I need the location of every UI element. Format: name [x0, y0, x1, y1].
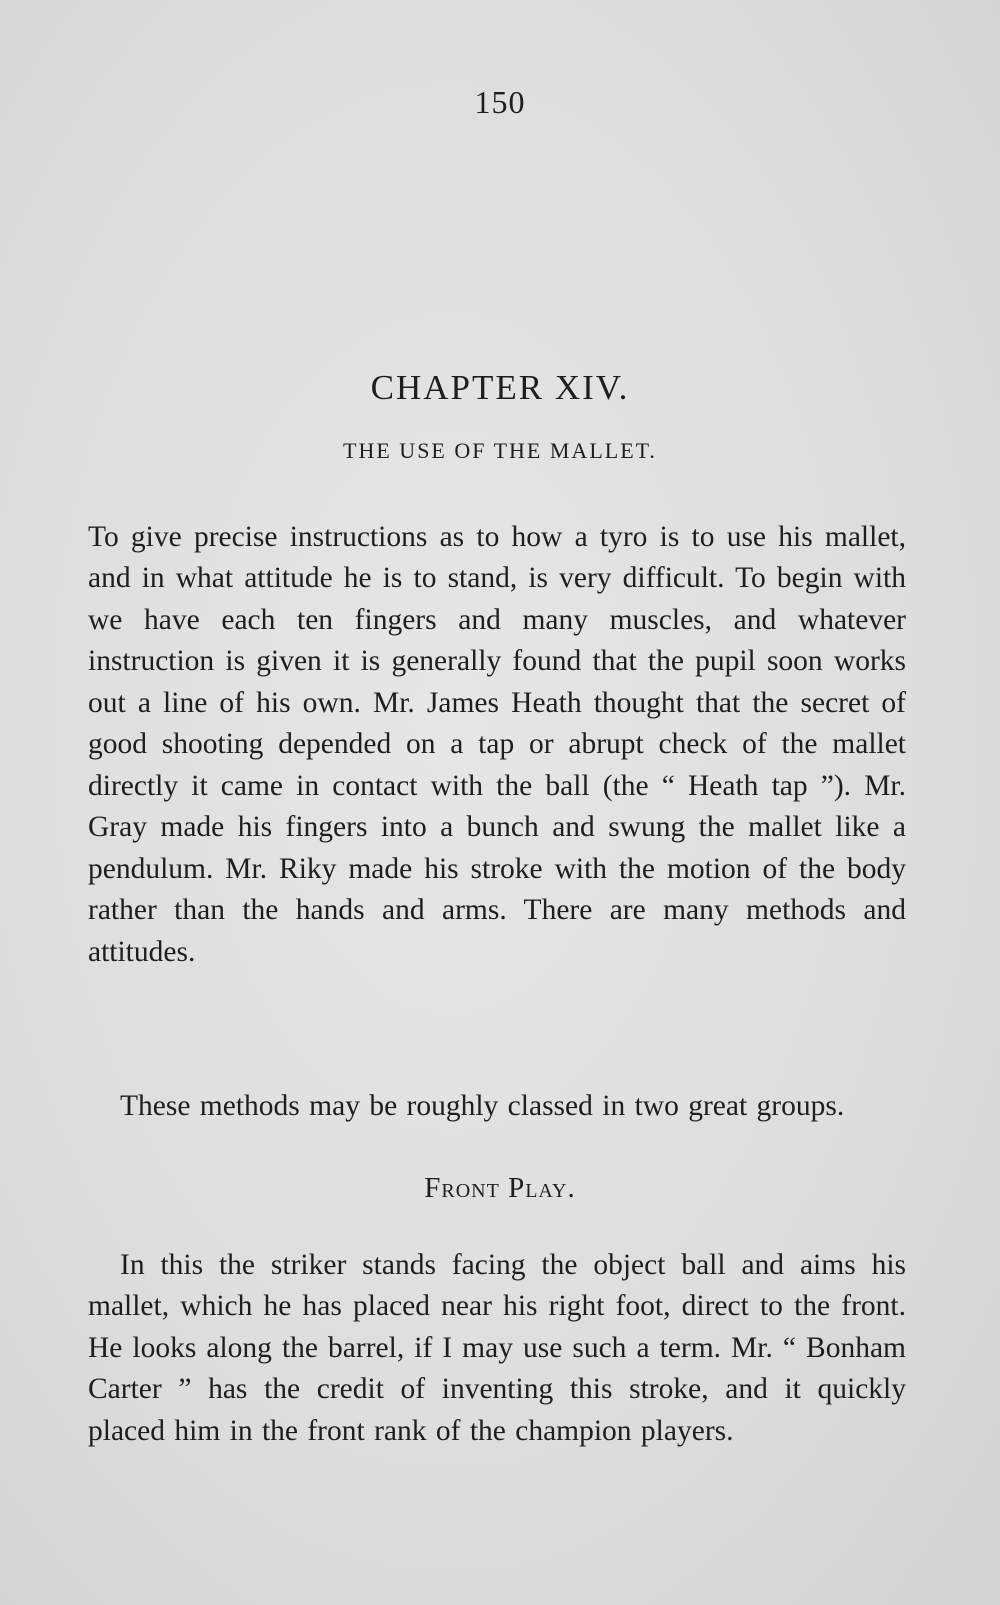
body-paragraph: These methods may be roughly classed in two great groups.	[120, 1089, 845, 1122]
section-paragraph: In this the striker stands facing the object ball and aims his mallet, which he has placed near his right foot, direct to the front. He looks along the barrel, if I may use such a term. Mr. “ Bonham Carter ” has the credit of inventing this stroke, and it quickly placed him in the front rank of the champion players.	[88, 1248, 906, 1447]
body-paragraph: To give precise instructions as to how a tyro is to use his mallet, and in what attitude he is to stand, is very difficult. To begin with we have each ten fingers and many muscles, and whatever instruction is given it is generally found that the pupil soon works out a line of his own. Mr. James Heath thought that the secret of good shooting depended on a tap or abrupt check of the mallet directly it came in contact with the ball (the “ Heath tap ”). Mr. Gray made his fingers into a bunch and swung the mallet like a pendulum. Mr. Riky made his stroke with the motion of the body rather than the hands and arms. There are many methods and attitudes.	[88, 520, 906, 968]
chapter-title: CHAPTER XIV.	[370, 368, 630, 407]
section-heading: Front Play.	[424, 1172, 576, 1204]
page-number: 150	[474, 84, 526, 120]
chapter-subtitle: THE USE OF THE MALLET.	[343, 438, 657, 463]
